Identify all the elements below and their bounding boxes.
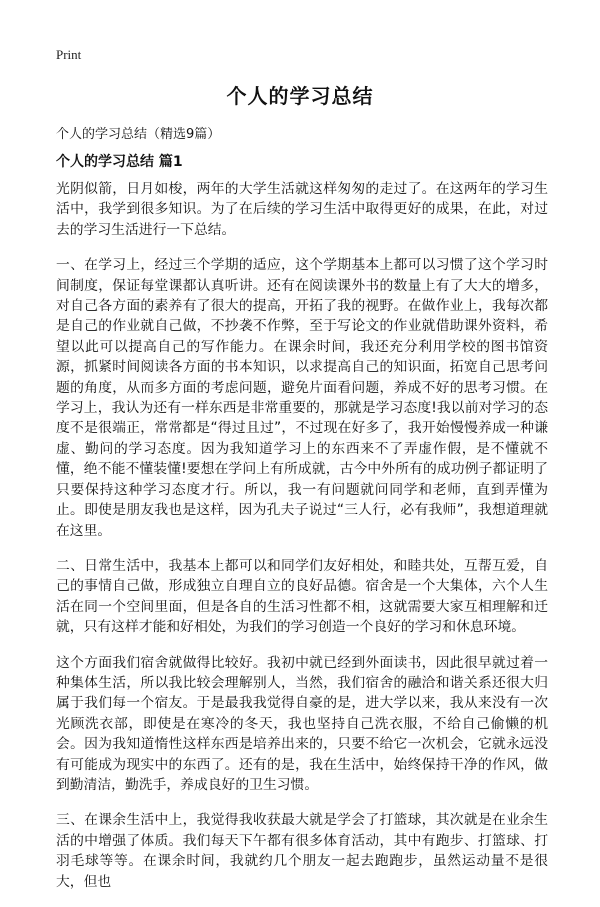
paragraph: 二、日常生活中，我基本上都可以和同学们友好相处，和睦共处，互帮互爱，自己的事情自己做，形成独立自理自立的良好品德。宿舍是一个大集体，六个人生活在同一个空间里面，但是各自的生活习性都不相，这就需要大家互相理解和迁就，只有这样才能和好相处，为我们的学习创造一个良好的学习和休息环境。	[56, 557, 548, 636]
paragraph: 一、在学习上，经过三个学期的适应，这个学期基本上都可以习惯了这个学习时间制度，保证每堂课都认真听讲。还有在阅读课外书的数量上有了大大的增多，对自己各方面的素养有了很大的提高，开拓了我的视野。在做作业上，我每次都是自己的作业就自己做，不抄袭不作弊，至于写论文的作业就借助课外资料，希望以此可以提高自己的写作能力。在课余时间，我还充分利用学校的图书馆资源，抓紧时间阅读各方面的书本知识，以求提高自己的知识面，拓宽自己思考问题的角度，从而多方面的考虑问题，避免片面看问题，养成不好的思考习惯。在学习上，我认为还有一样东西是非常重要的，那就是学习态度!我以前对学习的态度不是很端正，常常都是“得过且过”，不过现在好多了，我开始慢慢养成一种谦虚、勤问的学习态度。因为我知道学习上的东西来不了弄虚作假，是不懂就不懂，绝不能不懂装懂!要想在学问上有所成就，古今中外所有的成功例子都证明了只要保持这种学习态度才行。所以，我一有问题就问同学和老师，直到弄懂为止。即使是朋友我也是这样，因为孔夫子说过“三人行，必有我师”，我想道理就在这里。	[56, 257, 548, 539]
print-link[interactable]: Print	[56, 47, 82, 62]
paragraph: 这个方面我们宿舍就做得比较好。我初中就已经到外面读书，因此很早就过着一种集体生活，所以我比较会理解别人，当然，我们宿舍的融洽和谐关系还很大归属于我们每一个宿友。于是最我我觉得自豪的是，进大学以来，我从来没有一次光顾洗衣部，即使是在寒冷的冬天，我也坚持自己洗衣服，不给自己偷懒的机会。因为我知道惰性这样东西是培养出来的，只要不给它一次机会，它就永远没有可能成为现实中的东西了。还有的是，我在生活中，始终保持干净的作风，做到勤清洁，勤洗手，养成良好的卫生习惯。	[56, 654, 548, 793]
paragraph: 三、在课余生活中上，我觉得我收获最大就是学会了打篮球，其次就是在业余生活的中增强了体质。我们每天下午都有很多体育活动，其中有跑步、打篮球、打羽毛球等等。在课余时间，我就约几个朋友一起去跑跑步，虽然运动量不是很大，但也	[56, 812, 548, 890]
paragraph: 光阴似箭，日月如梭，两年的大学生活就这样匆匆的走过了。在这两年的学习生活中，我学到很多知识。为了在后续的学习生活中取得更好的成果，在此，对过去的学习生活进行一下总结。	[56, 181, 548, 238]
section-heading: 个人的学习总结 篇1	[56, 154, 183, 170]
article-body	[56, 179, 548, 907]
document-subtitle: 个人的学习总结（精选9篇）	[56, 127, 221, 142]
page-title: 个人的学习总结	[226, 84, 374, 108]
